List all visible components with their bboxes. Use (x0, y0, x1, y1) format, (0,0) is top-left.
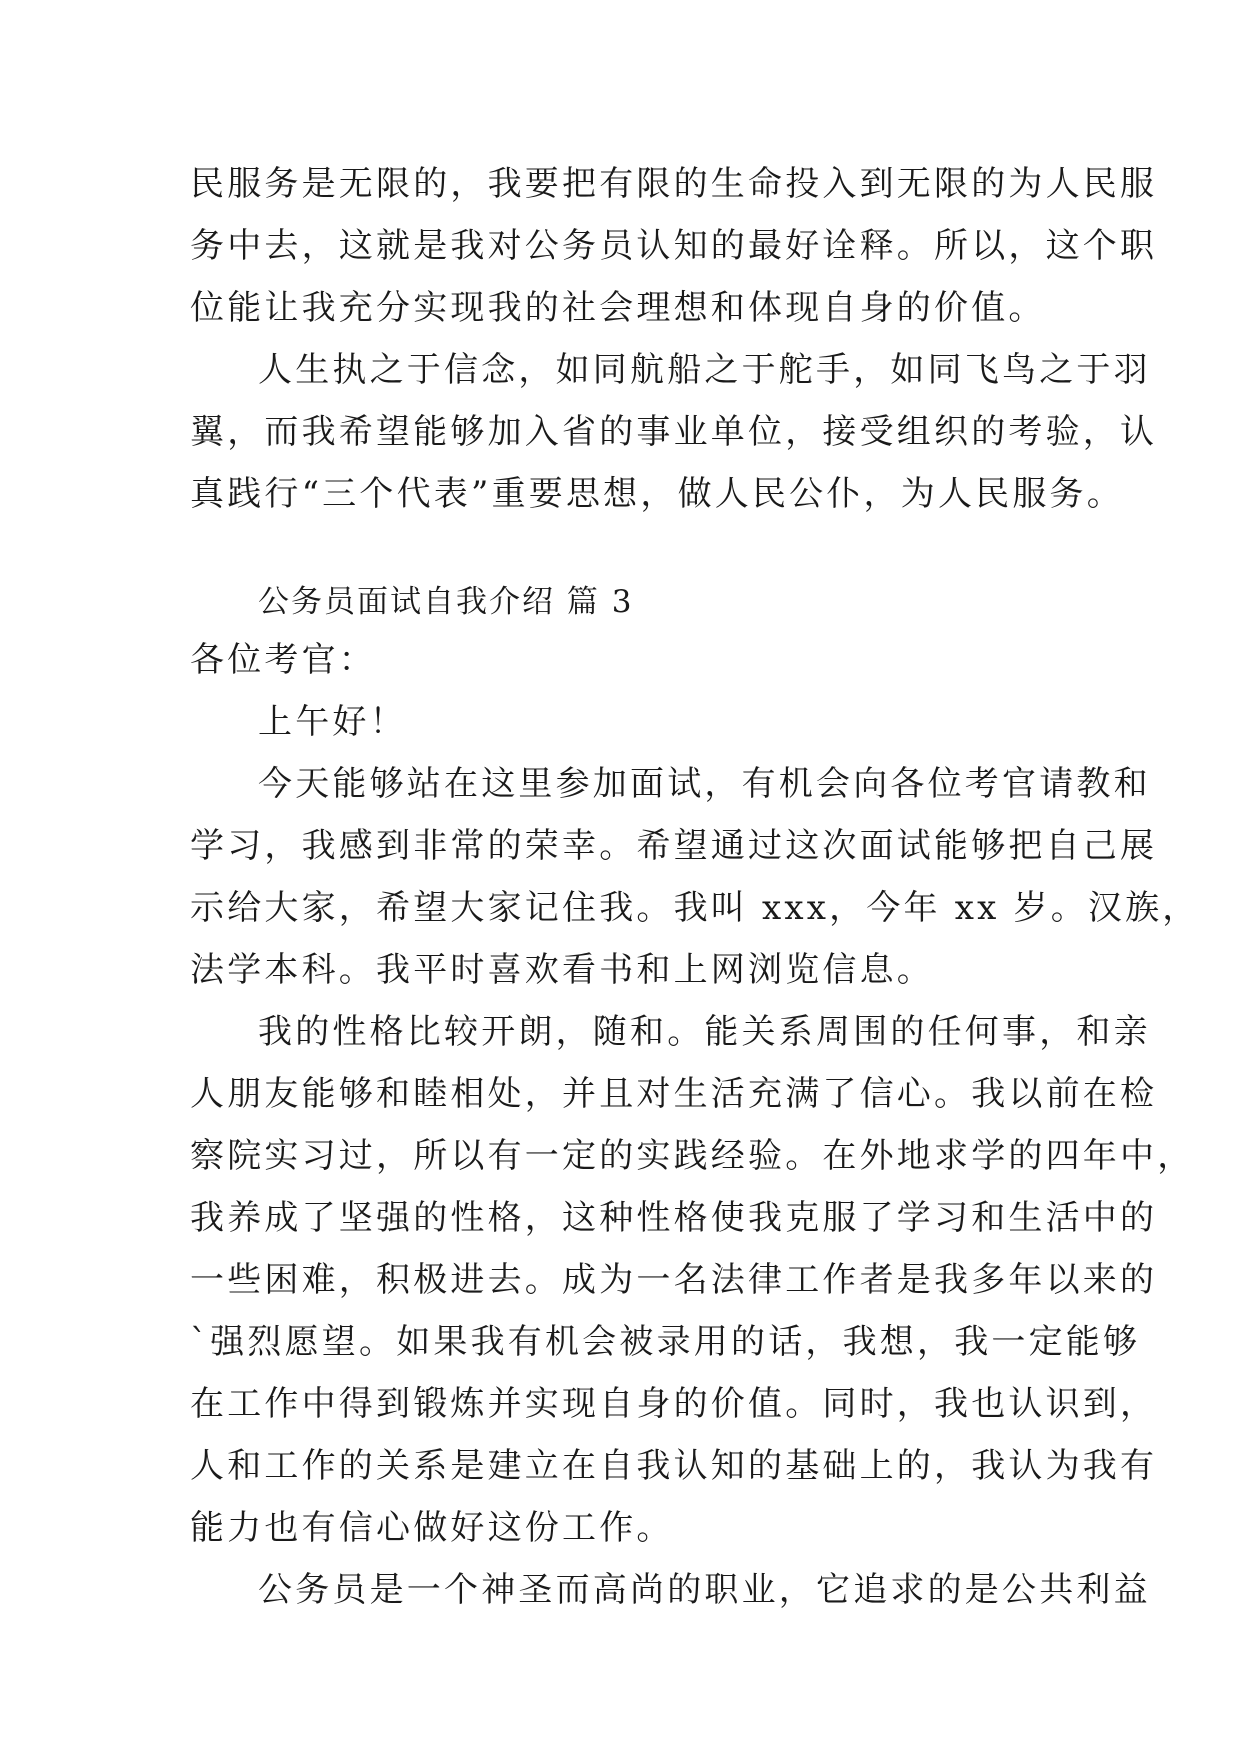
text-line: 我的性格比较开朗，随和。能关系周围的任何事，和亲 (258, 1012, 1151, 1052)
text-line: 人和工作的关系是建立在自我认知的基础上的，我认为我有 (190, 1446, 1158, 1486)
greeting: 上午好！ (258, 702, 407, 742)
text-line: 能力也有信心做好这份工作。 (190, 1508, 674, 1548)
text-line: 真践行“三个代表”重要思想，做人民公仆，为人民服务。 (190, 474, 1124, 514)
text-line: 法学本科。我平时喜欢看书和上网浏览信息。 (190, 950, 934, 990)
text-line: 学习，我感到非常的荣幸。希望通过这次面试能够把自己展 (190, 826, 1158, 866)
text-line: 民服务是无限的，我要把有限的生命投入到无限的为人民服 (190, 164, 1158, 204)
text-line: 位能让我充分实现我的社会理想和体现自身的价值。 (190, 288, 1046, 328)
text-line: 公务员是一个神圣而高尚的职业，它追求的是公共利益 (258, 1570, 1151, 1610)
text-line: 翼，而我希望能够加入省的事业单位，接受组织的考验，认 (190, 412, 1158, 452)
text-line: 我养成了坚强的性格，这种性格使我克服了学习和生活中的 (190, 1198, 1158, 1238)
salutation: 各位考官： (190, 640, 376, 680)
text-line: 一些困难，积极进去。成为一名法律工作者是我多年以来的 (190, 1260, 1158, 1300)
text-line: 人朋友能够和睦相处，并且对生活充满了信心。我以前在检 (190, 1074, 1158, 1114)
text-line: `强烈愿望。如果我有机会被录用的话，我想，我一定能够 (190, 1322, 1141, 1362)
section-heading: 公务员面试自我介绍 篇 3 (258, 584, 634, 620)
text-line: 示给大家，希望大家记住我。我叫 xxx，今年 xx 岁。汉族， (190, 888, 1200, 928)
text-line: 察院实习过，所以有一定的实践经验。在外地求学的四年中， (190, 1136, 1195, 1176)
text-line: 人生执之于信念，如同航船之于舵手，如同飞鸟之于羽 (258, 350, 1151, 390)
text-line: 今天能够站在这里参加面试，有机会向各位考官请教和 (258, 764, 1151, 804)
text-line: 务中去，这就是我对公务员认知的最好诠释。所以，这个职 (190, 226, 1158, 266)
text-line: 在工作中得到锻炼并实现自身的价值。同时，我也认识到， (190, 1384, 1158, 1424)
